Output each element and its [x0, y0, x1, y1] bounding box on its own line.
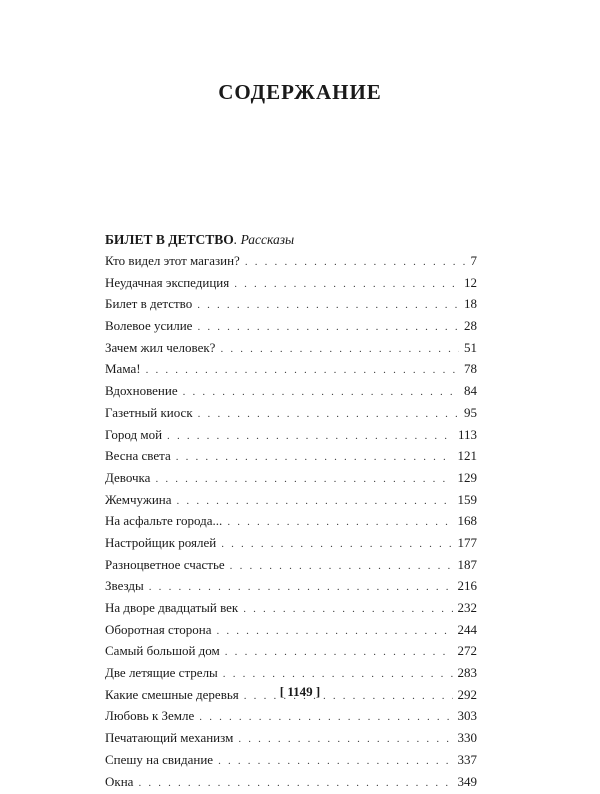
toc-entry-page: 18	[464, 293, 477, 315]
toc-entry-title: Любовь к Земле	[105, 705, 194, 727]
dot-leader	[221, 534, 452, 556]
toc-entry[interactable]	[105, 597, 477, 619]
toc-entry-title: Разноцветное счастье	[105, 554, 225, 576]
toc-entry-page: 28	[464, 315, 477, 337]
toc-entry-page: 129	[458, 467, 478, 489]
toc-entry[interactable]	[105, 489, 477, 511]
toc-entry-page: 51	[464, 337, 477, 359]
toc-entry[interactable]	[105, 272, 477, 294]
toc-entry[interactable]	[105, 771, 477, 793]
toc-entry[interactable]	[105, 467, 477, 489]
toc-entry[interactable]	[105, 380, 477, 402]
dot-leader	[155, 469, 452, 491]
toc-entry-title: На дворе двадцатый век	[105, 597, 238, 619]
dot-leader	[199, 707, 452, 729]
dot-leader	[146, 360, 459, 382]
toc-entry[interactable]	[105, 337, 477, 359]
toc-entry-title: Звезды	[105, 575, 144, 597]
toc-entry[interactable]	[105, 619, 477, 641]
toc-entry[interactable]	[105, 554, 477, 576]
toc-entry-page: 303	[458, 705, 478, 727]
dot-leader	[197, 295, 459, 317]
section-heading	[105, 230, 477, 249]
dot-leader	[218, 751, 452, 773]
dot-leader	[197, 317, 459, 339]
toc-entry-title: Оборотная сторона	[105, 619, 211, 641]
toc-entry[interactable]	[105, 402, 477, 424]
toc-entry[interactable]	[105, 445, 477, 467]
toc-entry-title: Вдохновение	[105, 380, 178, 402]
toc-entry[interactable]	[105, 315, 477, 337]
toc-entry-page: 187	[458, 554, 478, 576]
dot-leader	[243, 599, 452, 621]
toc-entry[interactable]	[105, 749, 477, 771]
toc-entry-title: Девочка	[105, 467, 150, 489]
toc-entry-title: Неудачная экспедиция	[105, 272, 229, 294]
toc-entry-page: 330	[458, 727, 478, 749]
dot-leader	[227, 512, 452, 534]
toc-entry-page: 168	[458, 510, 478, 532]
dot-leader	[223, 664, 453, 686]
dot-leader	[216, 621, 452, 643]
toc-entry-page: 232	[458, 597, 478, 619]
dot-leader	[230, 556, 453, 578]
toc-entry-title: Газетный киоск	[105, 402, 193, 424]
toc-entry-page: 113	[458, 424, 477, 446]
toc-entry[interactable]	[105, 510, 477, 532]
toc-entry-title: Какие смешные деревья	[105, 684, 239, 706]
toc-entry-title: Кто видел этот магазин?	[105, 250, 240, 272]
toc-entry-page: 216	[458, 575, 478, 597]
toc-entry-title: Настройщик роялей	[105, 532, 216, 554]
toc-entry-page: 78	[464, 358, 477, 380]
dot-leader	[245, 252, 466, 274]
toc-entry-page: 121	[458, 445, 478, 467]
dot-leader	[220, 339, 459, 361]
toc-entry-title: Зачем жил человек?	[105, 337, 215, 359]
toc-entry-title: Спешу на свидание	[105, 749, 213, 771]
toc-entry-page: 177	[458, 532, 478, 554]
toc-entry-page: 272	[458, 640, 478, 662]
toc-entry-page: 12	[464, 272, 477, 294]
toc-entry-page: 283	[458, 662, 478, 684]
toc-entry[interactable]	[105, 727, 477, 749]
page-title: СОДЕРЖАНИЕ	[0, 80, 600, 105]
toc-entry-title: Волевое усилие	[105, 315, 192, 337]
toc-entry-page: 95	[464, 402, 477, 424]
toc-entry-page: 292	[458, 684, 478, 706]
toc-entry[interactable]	[105, 293, 477, 315]
toc-entry[interactable]	[105, 250, 477, 272]
toc-entry[interactable]	[105, 705, 477, 727]
dot-leader	[183, 382, 459, 404]
dot-leader	[177, 491, 453, 513]
dot-leader	[138, 773, 452, 794]
toc-entry-title: Окна	[105, 771, 133, 793]
page-number: [ 1149 ]	[0, 684, 600, 700]
toc-entry-title: Билет в детство	[105, 293, 192, 315]
toc-entry-page: 349	[458, 771, 478, 793]
toc-entry[interactable]	[105, 358, 477, 380]
toc-entry-page: 159	[458, 489, 478, 511]
toc-entry[interactable]	[105, 532, 477, 554]
dot-leader	[176, 447, 453, 469]
toc-entry[interactable]	[105, 640, 477, 662]
dot-leader	[234, 274, 459, 296]
dot-leader	[225, 642, 453, 664]
section-subtitle: . Рассказы	[234, 232, 294, 247]
dot-leader	[238, 729, 452, 751]
toc-entry-page: 84	[464, 380, 477, 402]
toc-entry-page: 337	[458, 749, 478, 771]
table-of-contents	[105, 230, 477, 792]
toc-entry-page: 244	[458, 619, 478, 641]
toc-entry-page: 7	[471, 250, 478, 272]
dot-leader	[167, 426, 453, 448]
toc-entry-title: Город мой	[105, 424, 162, 446]
dot-leader	[198, 404, 459, 426]
toc-entry-title: Печатающий механизм	[105, 727, 233, 749]
toc-entry-title: Самый большой дом	[105, 640, 220, 662]
toc-entry-title: Весна света	[105, 445, 171, 467]
section-title: БИЛЕТ В ДЕТСТВО	[105, 232, 234, 247]
toc-entry[interactable]	[105, 575, 477, 597]
toc-entry[interactable]	[105, 424, 477, 446]
toc-entry-title: Две летящие стрелы	[105, 662, 218, 684]
toc-entry-title: Жемчужина	[105, 489, 172, 511]
toc-entry-title: Мама!	[105, 358, 141, 380]
toc-entry-title: На асфальте города...	[105, 510, 222, 532]
toc-entry[interactable]	[105, 662, 477, 684]
dot-leader	[149, 577, 453, 599]
